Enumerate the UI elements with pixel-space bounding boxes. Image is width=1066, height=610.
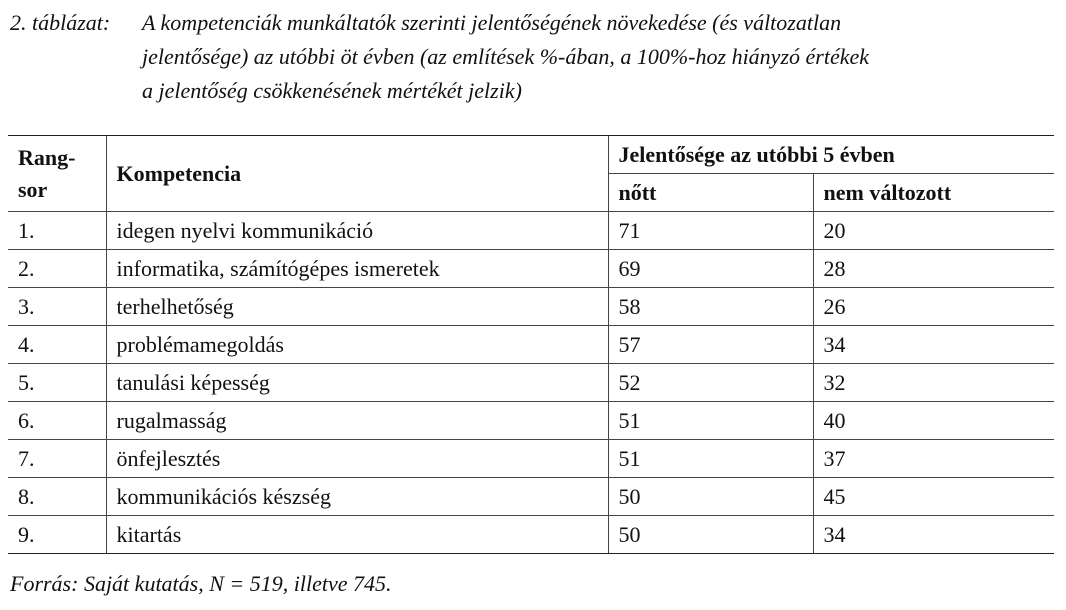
caption-line-1: [10, 6, 1056, 40]
table-row: [8, 402, 1054, 440]
header-increased: nőtt: [608, 174, 813, 212]
cell-increased: 50: [608, 516, 813, 554]
table-row: [8, 212, 1054, 250]
cell-increased: 52: [608, 364, 813, 402]
table-row: [8, 516, 1054, 554]
cell-unchanged: 34: [813, 326, 1054, 364]
table-row: [8, 478, 1054, 516]
cell-competence: informatika, számítógépes ismeretek: [106, 250, 608, 288]
cell-competence: terhelhetőség: [106, 288, 608, 326]
table-row: [8, 250, 1054, 288]
header-row-1: [8, 136, 1054, 174]
header-rank-line1: Rang-: [18, 144, 76, 170]
table-body: [8, 212, 1054, 554]
table-row: [8, 288, 1054, 326]
cell-unchanged: 37: [813, 440, 1054, 478]
cell-increased: 58: [608, 288, 813, 326]
cell-rank: 3.: [8, 288, 106, 326]
caption-line-2: jelentősége) az utóbbi öt évben (az említések %-ában, a 100%-hoz hiányzó értékek: [142, 44, 870, 69]
cell-unchanged: 34: [813, 516, 1054, 554]
caption-line-3: a jelentőség csökkenésének mértékét jelzik): [142, 78, 522, 103]
cell-unchanged: 20: [813, 212, 1054, 250]
cell-increased: 69: [608, 250, 813, 288]
competence-table: [8, 135, 1054, 554]
cell-unchanged: 45: [813, 478, 1054, 516]
cell-competence: kitartás: [106, 516, 608, 554]
caption-label: 2. táblázat:: [10, 10, 111, 35]
cell-rank: 8.: [8, 478, 106, 516]
header-unchanged: nem változott: [813, 174, 1054, 212]
cell-unchanged: 26: [813, 288, 1054, 326]
cell-competence: rugalmasság: [106, 402, 608, 440]
cell-rank: 1.: [8, 212, 106, 250]
table-row: [8, 364, 1054, 402]
cell-unchanged: 28: [813, 250, 1054, 288]
cell-increased: 57: [608, 326, 813, 364]
cell-rank: 7.: [8, 440, 106, 478]
cell-rank: 9.: [8, 516, 106, 554]
cell-rank: 4.: [8, 326, 106, 364]
caption-text-1: A kompetenciák munkáltatók szerinti jelentőségének növekedése (és változatlan: [142, 10, 842, 35]
cell-increased: 51: [608, 402, 813, 440]
header-rank-line2: sor: [18, 176, 48, 202]
cell-increased: 71: [608, 212, 813, 250]
cell-increased: 50: [608, 478, 813, 516]
cell-increased: 51: [608, 440, 813, 478]
cell-competence: önfejlesztés: [106, 440, 608, 478]
cell-rank: 5.: [8, 364, 106, 402]
cell-competence: tanulási képesség: [106, 364, 608, 402]
header-competence: Kompetencia: [106, 136, 608, 212]
table-caption: [10, 6, 1056, 108]
table-row: [8, 440, 1054, 478]
cell-rank: 2.: [8, 250, 106, 288]
cell-competence: problémamegoldás: [106, 326, 608, 364]
cell-unchanged: 40: [813, 402, 1054, 440]
cell-unchanged: 32: [813, 364, 1054, 402]
table-row: [8, 326, 1054, 364]
source-note: Forrás: Saját kutatás, N = 519, illetve 745.: [10, 571, 392, 596]
cell-rank: 6.: [8, 402, 106, 440]
header-group: Jelentősége az utóbbi 5 évben: [608, 136, 1054, 174]
header-rank: [8, 136, 106, 212]
cell-competence: idegen nyelvi kommunikáció: [106, 212, 608, 250]
cell-competence: kommunikációs készség: [106, 478, 608, 516]
